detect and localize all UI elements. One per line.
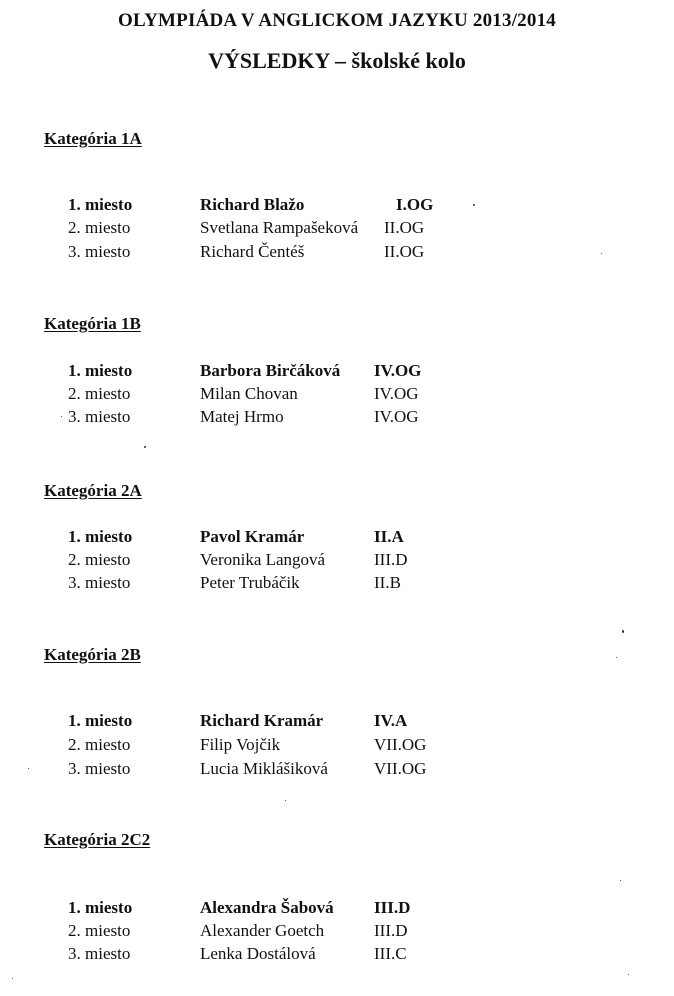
result-name: Barbora Birčáková (200, 361, 341, 380)
scan-speck (61, 416, 62, 417)
category-heading: Kategória 1A (44, 129, 142, 148)
scan-speck (144, 446, 146, 448)
result-class: VII.OG (374, 759, 427, 778)
category-heading: Kategória 2A (44, 481, 142, 500)
category-heading: Kategória 2B (44, 645, 141, 664)
result-class: II.OG (384, 242, 425, 261)
result-class: I.OG (396, 195, 434, 214)
scan-speck (28, 768, 29, 769)
result-row (0, 550, 674, 572)
result-name: Alexander Goetch (200, 921, 325, 940)
result-row (0, 195, 674, 217)
result-class: III.D (374, 921, 408, 940)
result-place: 3. miesto (68, 573, 131, 592)
result-row (0, 361, 674, 383)
result-place: 1. miesto (68, 527, 133, 546)
result-row (0, 242, 674, 264)
document-title: OLYMPIÁDA V ANGLICKOM JAZYKU 2013/2014 (118, 10, 556, 31)
result-row (0, 711, 674, 733)
result-row (0, 527, 674, 549)
result-place: 3. miesto (68, 759, 131, 778)
result-row (0, 759, 674, 781)
result-place: 1. miesto (68, 361, 133, 380)
result-place: 3. miesto (68, 242, 131, 261)
result-name: Richard Blažo (200, 195, 305, 214)
result-name: Richard Kramár (200, 711, 324, 730)
result-class: III.C (374, 944, 407, 963)
result-class: IV.OG (374, 407, 419, 426)
result-class: IV.A (374, 711, 408, 730)
result-name: Peter Trubáčik (200, 573, 300, 592)
result-name: Pavol Kramár (200, 527, 305, 546)
result-class: VII.OG (374, 735, 427, 754)
result-row (0, 407, 674, 429)
result-name: Lenka Dostálová (200, 944, 316, 963)
result-place: 2. miesto (68, 921, 131, 940)
result-name: Lucia Miklášiková (200, 759, 328, 778)
category-heading: Kategória 2C2 (44, 830, 151, 849)
result-row (0, 384, 674, 406)
result-name: Richard Čentéš (200, 242, 305, 261)
scan-speck (628, 974, 629, 975)
scan-speck (616, 657, 617, 658)
category-heading: Kategória 1B (44, 314, 141, 333)
result-name: Matej Hrmo (200, 407, 284, 426)
result-row (0, 944, 674, 966)
result-place: 2. miesto (68, 384, 131, 403)
result-class: IV.OG (374, 384, 419, 403)
result-place: 2. miesto (68, 218, 131, 237)
result-row (0, 898, 674, 920)
scan-speck (12, 978, 13, 979)
result-place: 2. miesto (68, 735, 131, 754)
result-name: Svetlana Rampašeková (200, 218, 359, 237)
result-row (0, 735, 674, 757)
result-place: 1. miesto (68, 711, 133, 730)
result-place: 2. miesto (68, 550, 131, 569)
result-class: III.D (374, 898, 411, 917)
result-place: 1. miesto (68, 195, 133, 214)
result-row (0, 218, 674, 240)
result-class: II.A (374, 527, 404, 546)
result-class: II.OG (384, 218, 425, 237)
result-name: Veronika Langová (200, 550, 326, 569)
scan-speck (622, 630, 624, 633)
scan-speck (601, 253, 602, 254)
result-place: 3. miesto (68, 407, 131, 426)
result-class: II.B (374, 573, 401, 592)
result-row (0, 921, 674, 943)
result-class: IV.OG (374, 361, 422, 380)
scan-speck (620, 880, 621, 881)
result-name: Filip Vojčik (200, 735, 281, 754)
document-subtitle: VÝSLEDKY – školské kolo (208, 48, 466, 73)
result-row (0, 573, 674, 595)
scan-speck (473, 204, 475, 206)
result-name: Milan Chovan (200, 384, 298, 403)
result-place: 3. miesto (68, 944, 131, 963)
scan-speck (285, 800, 286, 801)
result-class: III.D (374, 550, 408, 569)
result-place: 1. miesto (68, 898, 133, 917)
result-name: Alexandra Šabová (200, 898, 334, 917)
